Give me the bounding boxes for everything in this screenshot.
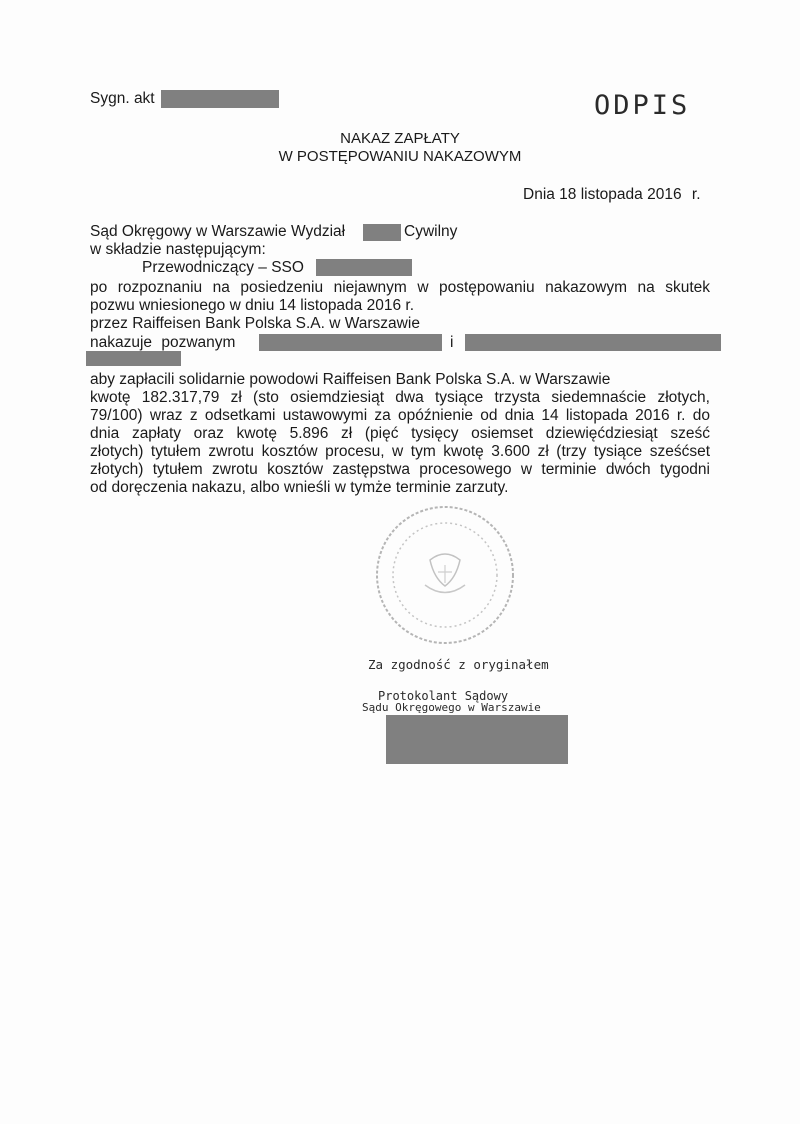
court-division-type: Cywilny bbox=[404, 223, 458, 240]
redacted-defendant-1 bbox=[259, 334, 442, 351]
copy-stamp: ODPIS bbox=[594, 90, 691, 121]
issue-date-suffix: r. bbox=[691, 186, 701, 203]
payment-para-4: dnia zapłaty oraz kwotę 5.896 zł (pięć tysięcy osiemset dziewięćdziesiąt sześć bbox=[90, 425, 710, 442]
conformity-stamp: Za zgodność z oryginałem bbox=[368, 657, 549, 672]
defendants-conjunction: i bbox=[450, 334, 454, 351]
court-name: Sąd Okręgowy w Warszawie Wydział bbox=[90, 223, 346, 240]
presiding-judge: Przewodniczący – SSO bbox=[142, 259, 304, 276]
proceedings-line: po rozpoznaniu na posiedzeniu niejawnym w postępowaniu nakazowym na skutek bbox=[90, 279, 710, 296]
court-composition: w składzie następującym: bbox=[90, 241, 266, 258]
clerk-title: Protokolant Sądowy bbox=[378, 689, 509, 703]
redacted-defendant-2-cont bbox=[86, 351, 181, 366]
payment-para-6: złotych) tytułem zwrotu kosztów zastępstwa procesowego w terminie dwóch tygodni bbox=[90, 461, 710, 478]
lawsuit-date-line: pozwu wniesionego w dniu 14 listopada 2016 r. bbox=[90, 297, 415, 314]
payment-para-7: od doręczenia nakazu, albo wnieśli w tymże terminie zarzuty. bbox=[90, 479, 509, 496]
redacted-defendant-2 bbox=[465, 334, 721, 351]
redacted-case-number bbox=[161, 90, 279, 108]
payment-para-1: aby zapłacili solidarnie powodowi Raiffeisen Bank Polska S.A. w Warszawie bbox=[90, 371, 611, 388]
redacted-signature bbox=[386, 715, 568, 764]
redacted-judge-name bbox=[316, 259, 412, 276]
document-title: NAKAZ ZAPŁATY bbox=[340, 130, 460, 147]
document-subtitle: W POSTĘPOWANIU NAKAZOWYM bbox=[278, 148, 522, 165]
clerk-court: Sądu Okręgowego w Warszawie bbox=[362, 701, 541, 714]
redacted-division bbox=[363, 224, 401, 241]
order-defendants: nakazuje pozwanym bbox=[90, 334, 236, 351]
payment-para-2: kwotę 182.317,79 zł (sto osiemdziesiąt dwa tysiące trzysta siedemnaście złotych, bbox=[90, 389, 710, 406]
court-seal-icon bbox=[370, 500, 520, 650]
issue-date-text: Dnia 18 listopada 2016 bbox=[523, 186, 682, 203]
case-number-label: Sygn. akt bbox=[90, 90, 155, 107]
issue-date bbox=[523, 186, 701, 204]
payment-para-5: złotych) tytułem zwrotu kosztów procesu, w tym kwotę 3.600 zł (trzy tysiące sześćset bbox=[90, 443, 710, 460]
payment-para-3: 79/100) wraz z odsetkami ustawowymi za opóźnienie od dnia 14 listopada 2016 r. do bbox=[90, 407, 710, 424]
plaintiff-line: przez Raiffeisen Bank Polska S.A. w Warszawie bbox=[90, 315, 420, 332]
